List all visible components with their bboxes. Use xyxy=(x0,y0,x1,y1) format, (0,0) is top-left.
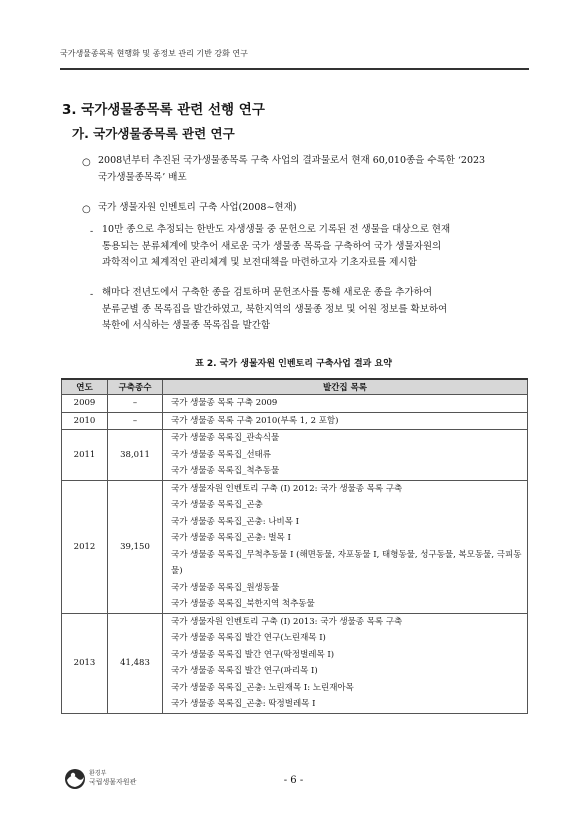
year-cell: 2009 xyxy=(62,395,108,413)
publication-item: 국가 생물종 목록집_북한지역 척추동물 xyxy=(171,599,315,609)
publication-item: 국가 생물종 목록집_곤충: 벌목 I xyxy=(171,533,291,543)
publication-item: 국가 생물자원 인벤토리 구축 (I) 2012: 국가 생물종 목록 구축 xyxy=(171,483,403,494)
bullet-circle-icon: ○ xyxy=(82,157,91,168)
header-count: 구축종수 xyxy=(108,379,163,395)
publication-item: 국가 생물종 목록집_곤충: 노린재목 I: 노린재아목 xyxy=(171,682,354,693)
year-cell: 2011 xyxy=(62,430,108,481)
running-header: 국가생물종목록 현행화 및 종정보 관리 기반 강화 연구 xyxy=(60,49,248,58)
bullet-line: 국가생물종목록’ 배포 xyxy=(98,171,187,183)
publication-item: 국가 생물종 목록집_곤충: 딱정벌레목 I xyxy=(171,699,316,709)
table-row xyxy=(62,430,528,481)
publication-item: 국가 생물종 목록집 발간 연구(노린재목 I) xyxy=(171,633,326,643)
summary-table xyxy=(61,378,528,714)
dash-line: 통용되는 분류체계에 맞추어 새로운 국가 생물종 목록을 구축하여 국가 생물자원의 xyxy=(102,240,442,252)
table-caption: 표 2. 국가 생물자원 인벤토리 구축사업 결과 요약 xyxy=(195,359,392,369)
header-rule xyxy=(60,68,529,70)
count-cell: – xyxy=(108,412,163,430)
publication-item: 국가 생물종 목록집_관속식물 xyxy=(171,433,280,443)
publication-item: 국가 생물종 목록집_원생동물 xyxy=(171,582,280,593)
dash-line: 북한에 서식하는 생물종 목록집을 발간함 xyxy=(102,320,271,331)
publications-cell xyxy=(163,613,528,713)
publication-item: 국가 생물종 목록집 발간 연구(파리목 I) xyxy=(171,666,318,676)
table-row xyxy=(62,412,528,430)
dash-line: 분류군별 종 목록집을 발간하였고, 북한지역의 생물종 정보 및 어원 정보를 확보하여 xyxy=(102,303,448,315)
year-cell: 2013 xyxy=(62,613,108,713)
count-cell: 38,011 xyxy=(108,430,163,481)
year-cell: 2012 xyxy=(62,480,108,613)
publications-cell xyxy=(163,412,528,430)
bullet-circle-icon: ○ xyxy=(82,204,91,215)
year-cell: 2010 xyxy=(62,412,108,430)
institute-name: 국립생물자원관 xyxy=(89,778,137,786)
count-cell: 39,150 xyxy=(108,480,163,613)
table-header-row xyxy=(62,379,528,395)
publication-item: 국가 생물종 목록집_곤충: 나비목 I xyxy=(171,516,300,527)
table-row xyxy=(62,480,528,613)
publication-item: 국가 생물자원 인벤토리 구축 (I) 2013: 국가 생물종 목록 구축 xyxy=(171,616,403,627)
publication-item: 국가 생물종 목록 구축 2010(부록 1, 2 포함) xyxy=(171,415,339,426)
dash-icon: - xyxy=(90,289,94,300)
publication-item: 국가 생물종 목록집_척추동물 xyxy=(171,466,280,476)
header-publications: 발간집 목록 xyxy=(163,379,528,395)
page-number: - 6 - xyxy=(283,775,304,786)
dash-line: 과학적이고 체계적인 관리체계 및 보전대책을 마련하고자 기초자료를 제시함 xyxy=(102,257,417,268)
table-row xyxy=(62,395,528,413)
dash-icon: - xyxy=(90,226,94,237)
subsection-heading: 가. 국가생물종목록 관련 연구 xyxy=(72,126,235,141)
bullet-line: 국가 생물자원 인벤토리 구축 사업(2008~현재) xyxy=(98,202,297,213)
dash-line: 10만 종으로 추정되는 한반도 자생생물 중 문헌으로 기록된 전 생물을 대상으로 현재 xyxy=(102,224,451,235)
header-year: 연도 xyxy=(62,379,108,395)
publications-cell xyxy=(163,430,528,481)
publication-item: 국가 생물종 목록 구축 2009 xyxy=(171,398,278,408)
count-cell: 41,483 xyxy=(108,613,163,713)
publication-item: 국가 생물종 목록집_선태류 xyxy=(171,449,271,460)
dash-line: 해마다 전년도에서 구축한 종을 검토하며 문헌조사를 통해 새로운 종을 추가하여 xyxy=(102,287,433,298)
publication-item: 국가 생물종 목록집_곤충 xyxy=(171,500,263,510)
publications-cell xyxy=(163,480,528,613)
count-cell: – xyxy=(108,395,163,413)
publication-item: 국가 생물종 목록집 발간 연구(딱정벌레목 I) xyxy=(171,649,335,660)
publications-cell xyxy=(163,395,528,413)
ministry-name: 환경부 xyxy=(89,770,107,777)
publication-item: 국가 생물종 목록집_무척추동물 I (해면동물, 자포동물 I, 태형동물, 성구동물, 복모동물, 극피동물) xyxy=(171,549,522,576)
table-row xyxy=(62,613,528,713)
bullet-line: 2008년부터 추진된 국가생물종목록 구축 사업의 결과물로서 현재 60,010종을 수록한 ‘2023 xyxy=(98,155,486,166)
section-heading: 3. 국가생물종목록 관련 선행 연구 xyxy=(62,102,265,118)
